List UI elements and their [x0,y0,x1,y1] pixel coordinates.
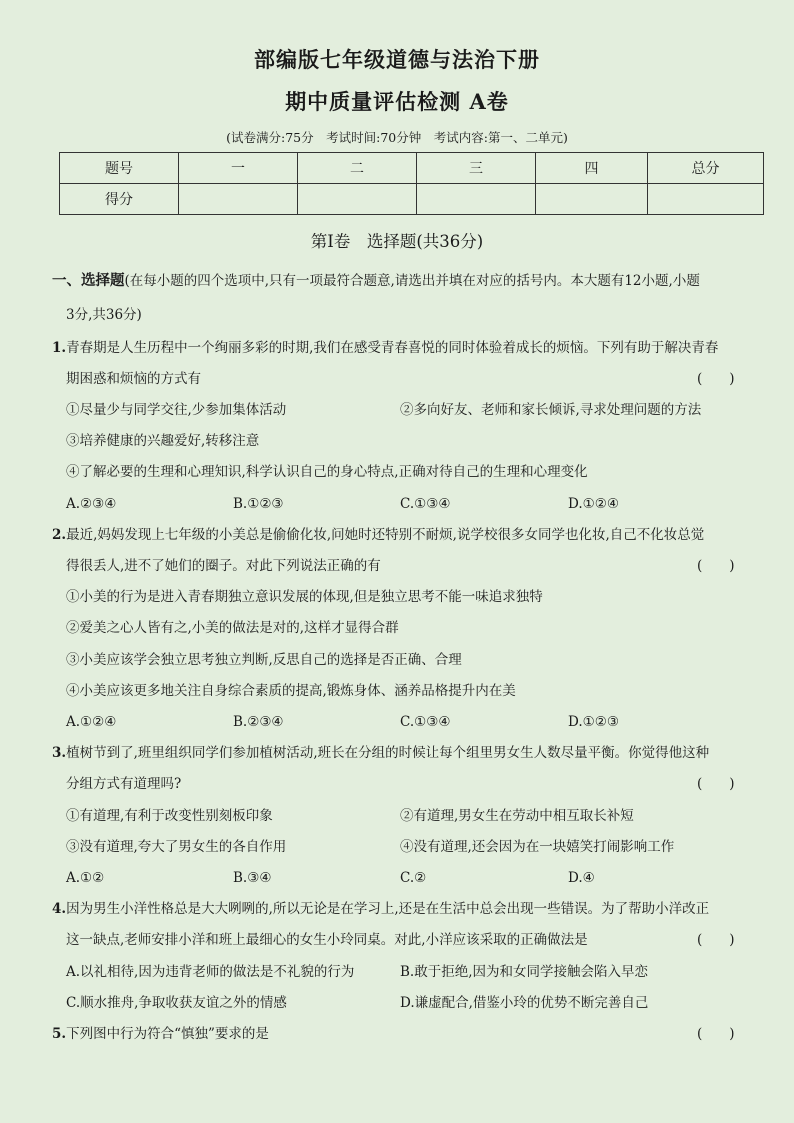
section-intro-text: (在每小题的四个选项中,只有一项最符合题意,请选出并填在对应的括号内。本大题有12小题,小题 [124,273,700,289]
question-stem: 青春期是人生历程中一个绚丽多彩的时期,我们在感受青春喜悦的同时体验着成长的烦恼。下列有助于解决青春 [66,340,719,356]
statement-1: ①有道理,有利于改变性别刻板印象 [66,808,273,824]
score-input-cell[interactable] [179,184,298,215]
statement-3: ③没有道理,夸大了男女生的各自作用 [66,839,287,855]
score-cell: 二 [298,153,417,184]
option-a[interactable]: A.①②④ [66,714,117,730]
option-b[interactable]: B.③④ [233,870,272,886]
answer-parentheses[interactable]: ( ) [697,371,735,387]
option-d[interactable]: D.①②④ [568,496,619,512]
question-stem: 最近,妈妈发现上七年级的小美总是偷偷化妆,问她时还特别不耐烦,说学校很多女同学也化妆,自己不化妆总觉 [66,527,705,543]
statement-4: ④了解必要的生理和心理知识,科学认识自己的身心特点,正确对待自己的生理和心理变化 [66,464,588,480]
score-cell: 三 [417,153,536,184]
option-b[interactable]: B.敢于拒绝,因为和女同学接触会陷入早恋 [400,964,649,980]
question-stem: 因为男生小洋性格总是大大咧咧的,所以无论是在学习上,还是在生活中总会出现一些错误。为了帮助小洋改正 [66,901,710,917]
statement-4: ④没有道理,还会因为在一块嬉笑打闹影响工作 [400,839,675,855]
statement-3: ③小美应该学会独立思考独立判断,反思自己的选择是否正确、合理 [66,652,462,668]
statement-2: ②有道理,男女生在劳动中相互取长补短 [400,808,634,824]
question-number: 2. [52,527,67,543]
answer-parentheses[interactable]: ( ) [697,776,735,792]
option-c[interactable]: C.② [400,870,427,886]
section-label: 一、选择题 [52,272,125,289]
exam-info: (试卷满分:75分 考试时间:70分钟 考试内容:第一、二单元) [226,130,568,145]
question-4 [52,899,709,919]
question-5 [52,1024,269,1044]
statement-3: ③培养健康的兴趣爱好,转移注意 [66,433,260,449]
score-cell: 一 [179,153,298,184]
score-input-cell[interactable] [417,184,536,215]
option-d[interactable]: D.④ [568,870,595,886]
question-number: 3. [52,745,67,761]
score-input-cell[interactable] [298,184,417,215]
option-c[interactable]: C.①③④ [400,714,451,730]
section-intro [52,271,700,291]
score-input-cell[interactable] [536,184,648,215]
option-c[interactable]: C.顺水推舟,争取收获友谊之外的情感 [66,995,287,1011]
statement-4: ④小美应该更多地关注自身综合素质的提高,锻炼身体、涵养品格提升内在美 [66,683,516,699]
question-stem: 下列图中行为符合“慎独”要求的是 [66,1026,269,1042]
score-table-score-row [60,184,764,215]
option-d[interactable]: D.谦虚配合,借鉴小玲的优势不断完善自己 [400,995,649,1011]
question-stem-2: 得很丢人,进不了她们的圈子。对此下列说法正确的有 [66,558,381,574]
option-a[interactable]: A.以礼相待,因为违背老师的做法是不礼貌的行为 [66,964,355,980]
question-number: 4. [52,901,67,917]
exam-subtitle: 期中质量评估检测 A卷 [285,89,509,114]
question-number: 1. [52,340,67,356]
question-stem-2: 这一缺点,老师安排小洋和班上最细心的女生小玲同桌。对此,小洋应该采取的正确做法是 [66,932,588,948]
question-1 [52,338,718,358]
score-table-header-row [60,153,764,184]
option-b[interactable]: B.②③④ [233,714,284,730]
option-d[interactable]: D.①②③ [568,714,619,730]
score-cell: 四 [536,153,648,184]
statement-2: ②爱美之心人皆有之,小美的做法是对的,这样才显得合群 [66,620,399,636]
score-cell: 总分 [648,153,764,184]
score-cell: 题号 [60,153,179,184]
option-a[interactable]: A.①② [66,870,105,886]
option-c[interactable]: C.①③④ [400,496,451,512]
score-cell: 得分 [60,184,179,215]
answer-parentheses[interactable]: ( ) [697,558,735,574]
question-number: 5. [52,1026,67,1042]
statement-2: ②多向好友、老师和家长倾诉,寻求处理问题的方法 [400,402,702,418]
section-title: 第Ⅰ卷 选择题(共36分) [310,232,484,251]
question-stem-2: 分组方式有道理吗? [66,776,182,792]
score-input-cell[interactable] [648,184,764,215]
question-stem: 植树节到了,班里组织同学们参加植树活动,班长在分组的时候让每个组里男女生人数尽量平衡。你觉得他这种 [66,745,710,761]
question-2 [52,525,704,545]
answer-parentheses[interactable]: ( ) [697,932,735,948]
option-b[interactable]: B.①②③ [233,496,284,512]
statement-1: ①小美的行为是进入青春期独立意识发展的体现,但是独立思考不能一味追求独特 [66,589,543,605]
option-a[interactable]: A.②③④ [66,496,117,512]
question-stem-2: 期困惑和烦恼的方式有 [66,371,201,387]
section-intro-text-2: 3分,共36分) [66,307,142,323]
question-3 [52,743,709,763]
statement-1: ①尽量少与同学交往,少参加集体活动 [66,402,287,418]
score-table [59,152,764,215]
answer-parentheses[interactable]: ( ) [697,1026,735,1042]
exam-title: 部编版七年级道德与法治下册 [254,47,540,72]
